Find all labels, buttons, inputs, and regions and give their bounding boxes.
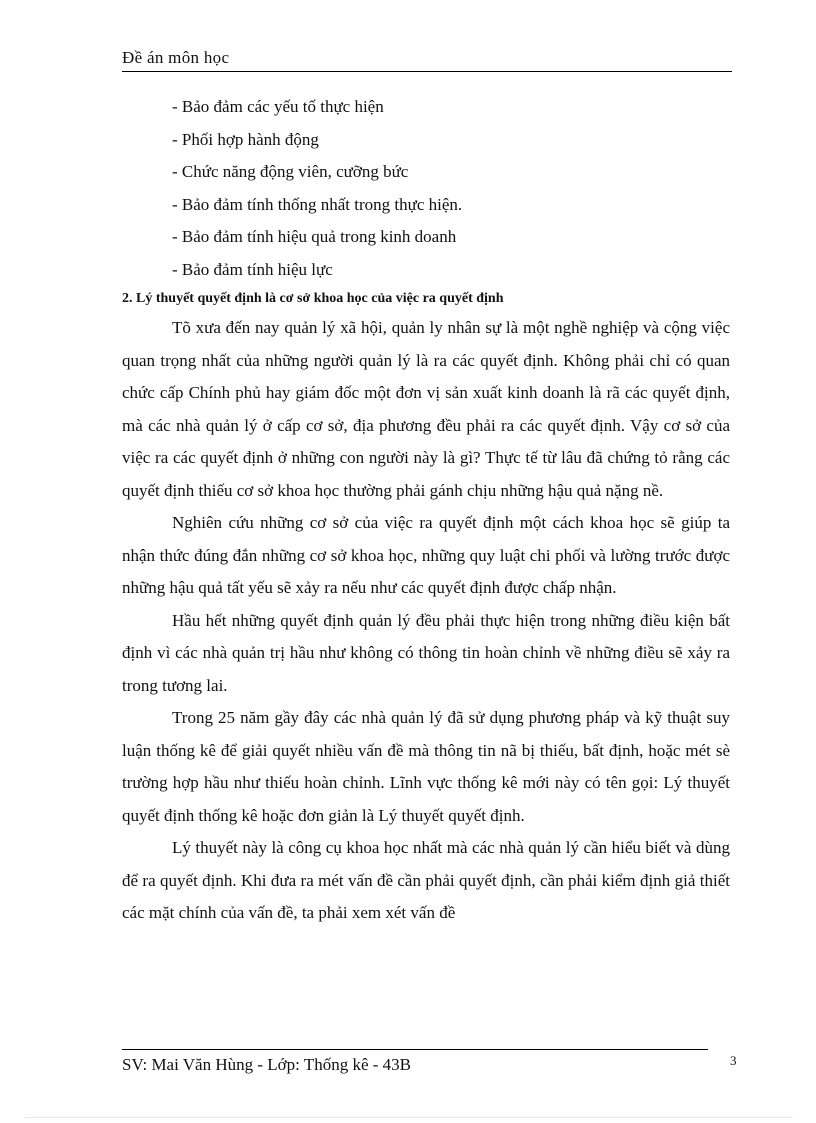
bullet-item: - Bảo đảm tính hiệu lực <box>172 259 333 279</box>
footer-text: SV: Mai Văn Hùng - Lớp: Thống kê - 43B <box>122 1055 411 1074</box>
bullet-item: - Bảo đảm các yếu tố thực hiện <box>172 97 384 116</box>
page-number: 3 <box>730 1053 737 1068</box>
page-header-title: Đề án môn học <box>122 48 230 67</box>
paragraph: Hầu hết những quyết định quản lý đều phải thực hiện trong những điều kiện bất định vì các nhà quản trị hầu như không có thông tin hoàn chỉnh về những điều sẽ xảy ra trong tương lai. <box>122 610 730 695</box>
paragraph: Nghiên cứu những cơ sở của việc ra quyết định một cách khoa học sẽ giúp ta nhận thức đúng đắn những cơ sở khoa học, những quy luật chi phối và lường trước được những hậu quả tất yếu sẽ xảy ra nếu như các quyết định được chấp nhận. <box>122 513 730 597</box>
paragraph: Tõ xưa đến nay quản lý xã hội, quản ly nhân sự là một nghề nghiệp và cộng việc quan trọng nhất của những người quản lý là ra các quyết định. Không phải chỉ có quan chức cấp Chính phủ hay giám đốc một đơn vị sản xuất kinh doanh là rã các quyết định, mà các nhà quản lý ở cấp cơ sở, địa phương đều phải ra các quyết định. Vậy cơ sở của việc ra các quyết định ở những con người này là gì? Thực tế từ lâu đã chứng tỏ rằng các quyết định thiếu cơ sở khoa học thường phải gánh chịu những hậu quả nặng nề. <box>122 318 730 500</box>
bullet-item: - Chức năng động viên, cưỡng bức <box>172 162 409 181</box>
paragraph: Lý thuyết này là công cụ khoa học nhất mà các nhà quản lý cần hiểu biết và dùng để ra quyết định. Khi đưa ra mét vấn đề cần phải quyết định, cần phải kiểm định giả thiết các mặt chính của vấn đề, ta phải xem xét vấn đề <box>122 838 730 922</box>
footer-divider <box>122 1049 708 1050</box>
header-divider <box>122 71 732 72</box>
body-text <box>122 312 730 930</box>
bullet-list <box>172 94 732 289</box>
section-heading: 2. Lý thuyết quyết định là cơ sở khoa học của việc ra quyết định <box>122 291 504 306</box>
bullet-item: - Bảo đảm tính thống nhất trong thực hiện. <box>172 194 463 214</box>
page-bottom-border <box>24 1117 794 1118</box>
paragraph: Trong 25 năm gầy đây các nhà quản lý đã sử dụng phương pháp và kỹ thuật suy luận thống kê để giải quyết nhiều vấn đề mà thông tin nã bị thiếu, bất định, hoặc mét sè trường hợp hầu như thiếu hoàn chỉnh. Lĩnh vực thống kê mới này có tên gọi: Lý thuyết quyết định thống kê hoặc đơn giản là Lý thuyết quyết định. <box>122 708 730 825</box>
bullet-item: - Bảo đảm tính hiệu quả trong kinh doanh <box>172 227 457 246</box>
bullet-item: - Phối hợp hành động <box>172 129 319 149</box>
